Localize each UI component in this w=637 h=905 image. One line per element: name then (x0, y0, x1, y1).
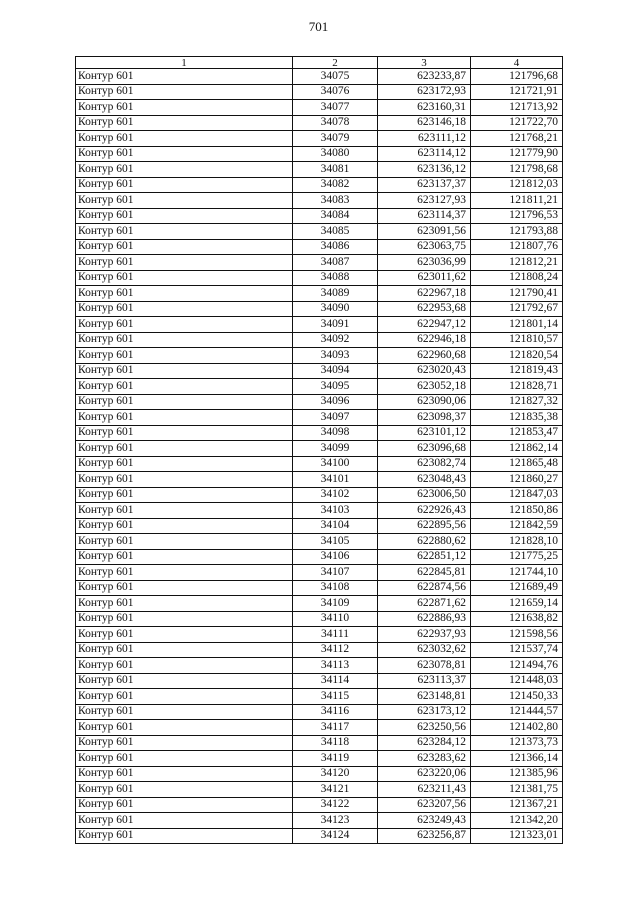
point-number-cell: 34088 (293, 270, 378, 286)
header-col-2: 2 (293, 57, 378, 69)
point-number-cell: 34110 (293, 611, 378, 627)
table-row (76, 286, 563, 302)
y-coordinate-cell: 121779,90 (471, 146, 563, 162)
x-coordinate-cell: 623063,75 (378, 239, 471, 255)
y-coordinate-cell: 121402,80 (471, 720, 563, 736)
x-coordinate-cell: 623036,99 (378, 255, 471, 271)
x-coordinate-cell: 622926,43 (378, 503, 471, 519)
contour-name-cell: Контур 601 (76, 208, 293, 224)
point-number-cell: 34076 (293, 84, 378, 100)
y-coordinate-cell: 121323,01 (471, 828, 563, 844)
x-coordinate-cell: 622895,56 (378, 518, 471, 534)
table-row (76, 751, 563, 767)
contour-name-cell: Контур 601 (76, 534, 293, 550)
point-number-cell: 34095 (293, 379, 378, 395)
x-coordinate-cell: 623172,93 (378, 84, 471, 100)
y-coordinate-cell: 121448,03 (471, 673, 563, 689)
point-number-cell: 34109 (293, 596, 378, 612)
table-row (76, 69, 563, 85)
x-coordinate-cell: 622851,12 (378, 549, 471, 565)
table-row (76, 239, 563, 255)
table-row (76, 596, 563, 612)
table-row (76, 224, 563, 240)
table-row (76, 131, 563, 147)
x-coordinate-cell: 623284,12 (378, 735, 471, 751)
table-row (76, 797, 563, 813)
point-number-cell: 34102 (293, 487, 378, 503)
y-coordinate-cell: 121659,14 (471, 596, 563, 612)
point-number-cell: 34089 (293, 286, 378, 302)
y-coordinate-cell: 121450,33 (471, 689, 563, 705)
y-coordinate-cell: 121810,57 (471, 332, 563, 348)
x-coordinate-cell: 623137,37 (378, 177, 471, 193)
table-row (76, 518, 563, 534)
table-row (76, 270, 563, 286)
y-coordinate-cell: 121847,03 (471, 487, 563, 503)
contour-name-cell: Контур 601 (76, 363, 293, 379)
table-row (76, 534, 563, 550)
y-coordinate-cell: 121792,67 (471, 301, 563, 317)
point-number-cell: 34099 (293, 441, 378, 457)
x-coordinate-cell: 623090,06 (378, 394, 471, 410)
x-coordinate-cell: 623098,37 (378, 410, 471, 426)
x-coordinate-cell: 623146,18 (378, 115, 471, 131)
y-coordinate-cell: 121366,14 (471, 751, 563, 767)
table-row (76, 441, 563, 457)
point-number-cell: 34119 (293, 751, 378, 767)
x-coordinate-cell: 623113,37 (378, 673, 471, 689)
table-row (76, 766, 563, 782)
table-row (76, 813, 563, 829)
point-number-cell: 34116 (293, 704, 378, 720)
contour-name-cell: Контур 601 (76, 689, 293, 705)
table-row (76, 689, 563, 705)
table-row (76, 565, 563, 581)
point-number-cell: 34096 (293, 394, 378, 410)
table-row (76, 549, 563, 565)
table-row (76, 735, 563, 751)
y-coordinate-cell: 121835,38 (471, 410, 563, 426)
x-coordinate-cell: 623136,12 (378, 162, 471, 178)
contour-name-cell: Контур 601 (76, 720, 293, 736)
point-number-cell: 34121 (293, 782, 378, 798)
table-row (76, 162, 563, 178)
y-coordinate-cell: 121689,49 (471, 580, 563, 596)
point-number-cell: 34091 (293, 317, 378, 333)
contour-name-cell: Контур 601 (76, 580, 293, 596)
x-coordinate-cell: 623052,18 (378, 379, 471, 395)
contour-name-cell: Контур 601 (76, 162, 293, 178)
x-coordinate-cell: 622845,81 (378, 565, 471, 581)
contour-name-cell: Контур 601 (76, 193, 293, 209)
y-coordinate-cell: 121860,27 (471, 472, 563, 488)
y-coordinate-cell: 121798,68 (471, 162, 563, 178)
x-coordinate-cell: 623114,12 (378, 146, 471, 162)
point-number-cell: 34075 (293, 69, 378, 85)
point-number-cell: 34104 (293, 518, 378, 534)
y-coordinate-cell: 121853,47 (471, 425, 563, 441)
y-coordinate-cell: 121807,76 (471, 239, 563, 255)
point-number-cell: 34080 (293, 146, 378, 162)
table-row (76, 332, 563, 348)
contour-name-cell: Контур 601 (76, 487, 293, 503)
point-number-cell: 34115 (293, 689, 378, 705)
table-row (76, 503, 563, 519)
x-coordinate-cell: 623048,43 (378, 472, 471, 488)
contour-name-cell: Контур 601 (76, 611, 293, 627)
contour-name-cell: Контур 601 (76, 286, 293, 302)
table-row (76, 255, 563, 271)
point-number-cell: 34090 (293, 301, 378, 317)
y-coordinate-cell: 121721,91 (471, 84, 563, 100)
contour-name-cell: Контур 601 (76, 348, 293, 364)
table-row (76, 410, 563, 426)
point-number-cell: 34114 (293, 673, 378, 689)
table-row (76, 425, 563, 441)
contour-name-cell: Контур 601 (76, 627, 293, 643)
y-coordinate-cell: 121444,57 (471, 704, 563, 720)
point-number-cell: 34087 (293, 255, 378, 271)
y-coordinate-cell: 121827,32 (471, 394, 563, 410)
x-coordinate-cell: 623006,50 (378, 487, 471, 503)
y-coordinate-cell: 121744,10 (471, 565, 563, 581)
y-coordinate-cell: 121811,21 (471, 193, 563, 209)
table-row (76, 828, 563, 844)
header-col-4: 4 (471, 57, 563, 69)
point-number-cell: 34124 (293, 828, 378, 844)
point-number-cell: 34120 (293, 766, 378, 782)
table-row (76, 84, 563, 100)
contour-name-cell: Контур 601 (76, 255, 293, 271)
table-row (76, 673, 563, 689)
contour-name-cell: Контур 601 (76, 100, 293, 116)
table-row (76, 704, 563, 720)
point-number-cell: 34122 (293, 797, 378, 813)
contour-name-cell: Контур 601 (76, 813, 293, 829)
table-row (76, 472, 563, 488)
y-coordinate-cell: 121342,20 (471, 813, 563, 829)
x-coordinate-cell: 623082,74 (378, 456, 471, 472)
x-coordinate-cell: 623160,31 (378, 100, 471, 116)
x-coordinate-cell: 623211,43 (378, 782, 471, 798)
table-row (76, 642, 563, 658)
y-coordinate-cell: 121494,76 (471, 658, 563, 674)
contour-name-cell: Контур 601 (76, 301, 293, 317)
y-coordinate-cell: 121828,71 (471, 379, 563, 395)
point-number-cell: 34085 (293, 224, 378, 240)
point-number-cell: 34079 (293, 131, 378, 147)
contour-name-cell: Контур 601 (76, 503, 293, 519)
point-number-cell: 34094 (293, 363, 378, 379)
x-coordinate-cell: 623249,43 (378, 813, 471, 829)
x-coordinate-cell: 622880,62 (378, 534, 471, 550)
point-number-cell: 34118 (293, 735, 378, 751)
contour-name-cell: Контур 601 (76, 332, 293, 348)
y-coordinate-cell: 121820,54 (471, 348, 563, 364)
point-number-cell: 34111 (293, 627, 378, 643)
table-row (76, 301, 563, 317)
contour-name-cell: Контур 601 (76, 704, 293, 720)
y-coordinate-cell: 121862,14 (471, 441, 563, 457)
contour-name-cell: Контур 601 (76, 69, 293, 85)
x-coordinate-cell: 623078,81 (378, 658, 471, 674)
point-number-cell: 34084 (293, 208, 378, 224)
table-row (76, 348, 563, 364)
point-number-cell: 34101 (293, 472, 378, 488)
x-coordinate-cell: 623173,12 (378, 704, 471, 720)
x-coordinate-cell: 622960,68 (378, 348, 471, 364)
point-number-cell: 34093 (293, 348, 378, 364)
coordinates-table (75, 56, 563, 844)
contour-name-cell: Контур 601 (76, 456, 293, 472)
x-coordinate-cell: 622953,68 (378, 301, 471, 317)
table-row (76, 363, 563, 379)
x-coordinate-cell: 623250,56 (378, 720, 471, 736)
header-col-3: 3 (378, 57, 471, 69)
x-coordinate-cell: 623220,06 (378, 766, 471, 782)
table-row (76, 100, 563, 116)
x-coordinate-cell: 622871,62 (378, 596, 471, 612)
table-row (76, 782, 563, 798)
contour-name-cell: Контур 601 (76, 394, 293, 410)
point-number-cell: 34103 (293, 503, 378, 519)
y-coordinate-cell: 121367,21 (471, 797, 563, 813)
y-coordinate-cell: 121775,25 (471, 549, 563, 565)
point-number-cell: 34123 (293, 813, 378, 829)
contour-name-cell: Контур 601 (76, 596, 293, 612)
x-coordinate-cell: 623101,12 (378, 425, 471, 441)
point-number-cell: 34100 (293, 456, 378, 472)
x-coordinate-cell: 622967,18 (378, 286, 471, 302)
contour-name-cell: Контур 601 (76, 131, 293, 147)
y-coordinate-cell: 121808,24 (471, 270, 563, 286)
x-coordinate-cell: 623111,12 (378, 131, 471, 147)
contour-name-cell: Контур 601 (76, 379, 293, 395)
x-coordinate-cell: 622947,12 (378, 317, 471, 333)
x-coordinate-cell: 623256,87 (378, 828, 471, 844)
table-header (76, 57, 563, 69)
y-coordinate-cell: 121801,14 (471, 317, 563, 333)
table-row (76, 177, 563, 193)
y-coordinate-cell: 121722,70 (471, 115, 563, 131)
y-coordinate-cell: 121537,74 (471, 642, 563, 658)
point-number-cell: 34098 (293, 425, 378, 441)
x-coordinate-cell: 623011,62 (378, 270, 471, 286)
contour-name-cell: Контур 601 (76, 565, 293, 581)
contour-name-cell: Контур 601 (76, 751, 293, 767)
y-coordinate-cell: 121812,21 (471, 255, 563, 271)
contour-name-cell: Контур 601 (76, 84, 293, 100)
contour-name-cell: Контур 601 (76, 797, 293, 813)
contour-name-cell: Контур 601 (76, 177, 293, 193)
point-number-cell: 34078 (293, 115, 378, 131)
point-number-cell: 34108 (293, 580, 378, 596)
x-coordinate-cell: 623207,56 (378, 797, 471, 813)
y-coordinate-cell: 121796,53 (471, 208, 563, 224)
contour-name-cell: Контур 601 (76, 766, 293, 782)
contour-name-cell: Контур 601 (76, 410, 293, 426)
y-coordinate-cell: 121796,68 (471, 69, 563, 85)
table-row (76, 720, 563, 736)
point-number-cell: 34106 (293, 549, 378, 565)
x-coordinate-cell: 623032,62 (378, 642, 471, 658)
x-coordinate-cell: 623233,87 (378, 69, 471, 85)
point-number-cell: 34107 (293, 565, 378, 581)
x-coordinate-cell: 622946,18 (378, 332, 471, 348)
table-row (76, 193, 563, 209)
table-row (76, 580, 563, 596)
point-number-cell: 34112 (293, 642, 378, 658)
x-coordinate-cell: 622937,93 (378, 627, 471, 643)
y-coordinate-cell: 121790,41 (471, 286, 563, 302)
point-number-cell: 34082 (293, 177, 378, 193)
table-row (76, 611, 563, 627)
table-row (76, 627, 563, 643)
x-coordinate-cell: 622874,56 (378, 580, 471, 596)
y-coordinate-cell: 121828,10 (471, 534, 563, 550)
y-coordinate-cell: 121385,96 (471, 766, 563, 782)
table-row (76, 394, 563, 410)
x-coordinate-cell: 623020,43 (378, 363, 471, 379)
point-number-cell: 34105 (293, 534, 378, 550)
contour-name-cell: Контур 601 (76, 828, 293, 844)
point-number-cell: 34097 (293, 410, 378, 426)
contour-name-cell: Контур 601 (76, 673, 293, 689)
header-col-1: 1 (76, 57, 293, 69)
contour-name-cell: Контур 601 (76, 642, 293, 658)
contour-name-cell: Контур 601 (76, 782, 293, 798)
y-coordinate-cell: 121598,56 (471, 627, 563, 643)
y-coordinate-cell: 121842,59 (471, 518, 563, 534)
page-number: 701 (308, 19, 329, 34)
y-coordinate-cell: 121768,21 (471, 131, 563, 147)
y-coordinate-cell: 121793,88 (471, 224, 563, 240)
contour-name-cell: Контур 601 (76, 317, 293, 333)
y-coordinate-cell: 121865,48 (471, 456, 563, 472)
contour-name-cell: Контур 601 (76, 472, 293, 488)
contour-name-cell: Контур 601 (76, 441, 293, 457)
x-coordinate-cell: 623148,81 (378, 689, 471, 705)
y-coordinate-cell: 121850,86 (471, 503, 563, 519)
contour-name-cell: Контур 601 (76, 239, 293, 255)
y-coordinate-cell: 121812,03 (471, 177, 563, 193)
point-number-cell: 34117 (293, 720, 378, 736)
contour-name-cell: Контур 601 (76, 425, 293, 441)
contour-name-cell: Контур 601 (76, 549, 293, 565)
point-number-cell: 34083 (293, 193, 378, 209)
point-number-cell: 34086 (293, 239, 378, 255)
y-coordinate-cell: 121713,92 (471, 100, 563, 116)
contour-name-cell: Контур 601 (76, 224, 293, 240)
point-number-cell: 34113 (293, 658, 378, 674)
x-coordinate-cell: 623114,37 (378, 208, 471, 224)
table-row (76, 146, 563, 162)
table-row (76, 658, 563, 674)
y-coordinate-cell: 121638,82 (471, 611, 563, 627)
x-coordinate-cell: 623091,56 (378, 224, 471, 240)
x-coordinate-cell: 622886,93 (378, 611, 471, 627)
point-number-cell: 34077 (293, 100, 378, 116)
x-coordinate-cell: 623283,62 (378, 751, 471, 767)
contour-name-cell: Контур 601 (76, 518, 293, 534)
contour-name-cell: Контур 601 (76, 658, 293, 674)
table-row (76, 317, 563, 333)
table-row (76, 208, 563, 224)
table-row (76, 115, 563, 131)
table-body (76, 69, 563, 844)
table-row (76, 456, 563, 472)
y-coordinate-cell: 121381,75 (471, 782, 563, 798)
header-row (76, 57, 563, 69)
y-coordinate-cell: 121373,73 (471, 735, 563, 751)
contour-name-cell: Контур 601 (76, 270, 293, 286)
contour-name-cell: Контур 601 (76, 115, 293, 131)
x-coordinate-cell: 623096,68 (378, 441, 471, 457)
y-coordinate-cell: 121819,43 (471, 363, 563, 379)
x-coordinate-cell: 623127,93 (378, 193, 471, 209)
contour-name-cell: Контур 601 (76, 146, 293, 162)
point-number-cell: 34092 (293, 332, 378, 348)
table-row (76, 379, 563, 395)
point-number-cell: 34081 (293, 162, 378, 178)
table-row (76, 487, 563, 503)
contour-name-cell: Контур 601 (76, 735, 293, 751)
